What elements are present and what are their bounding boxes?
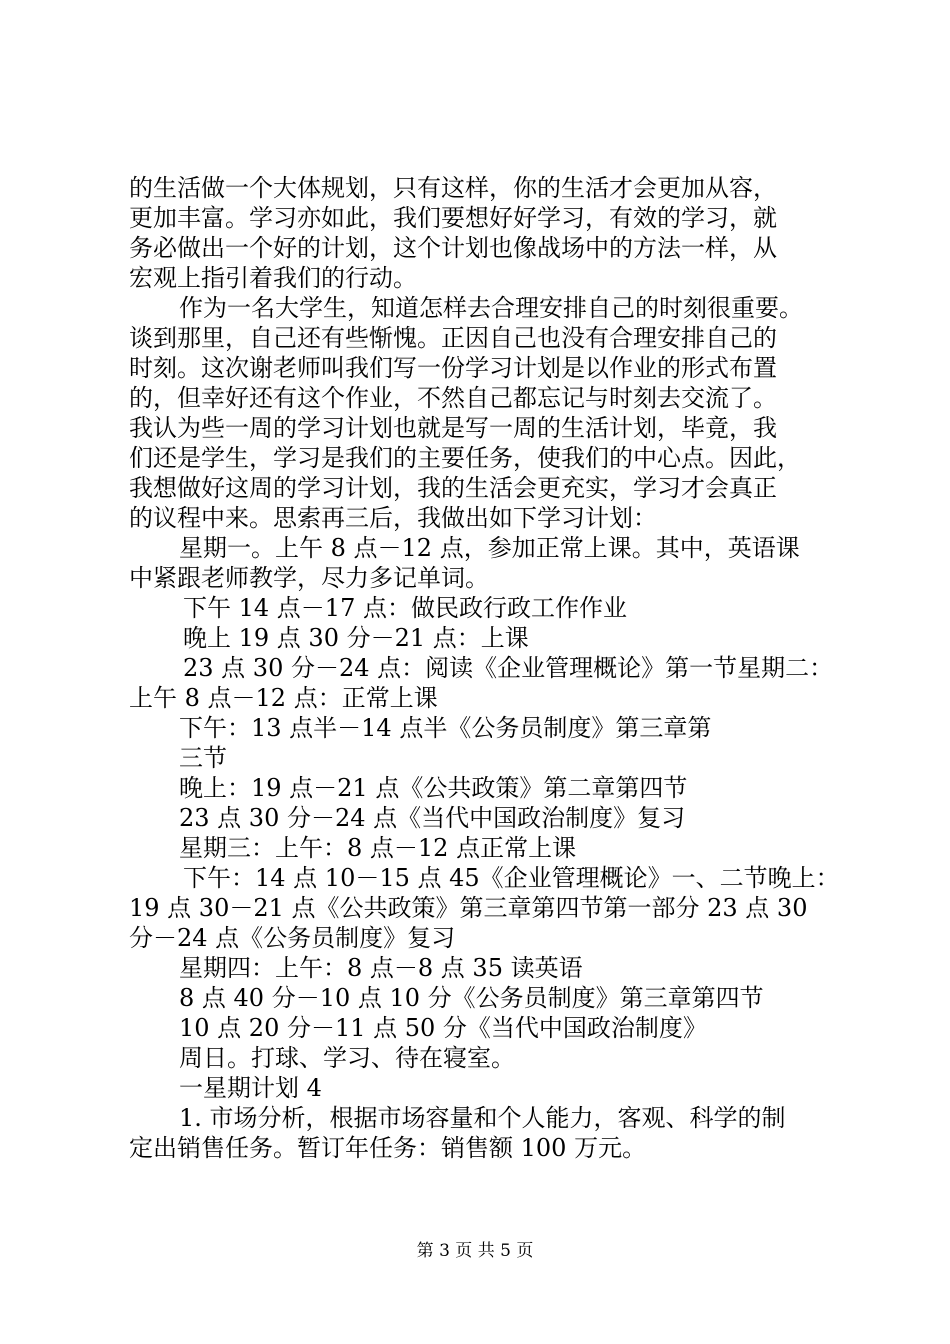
text-line: 晚上 19 点 30 分－21 点：上课 [183,624,529,652]
text-line: 的，但幸好还有这个作业，不然自己都忘记与时刻去交流了。 [129,384,777,412]
text-line: 8 点 40 分－10 点 10 分《公务员制度》第三章第四节 [179,984,764,1012]
text-line: 下午：13 点半－14 点半《公务员制度》第三章第 [179,714,712,742]
text-line: 时刻。这次谢老师叫我们写一份学习计划是以作业的形式布置 [129,354,777,382]
text-line: 星期四：上午：8 点－8 点 35 读英语 [179,954,583,982]
text-line: 下午：14 点 10－15 点 45《企业管理概论》一、二节晚上： [183,864,840,892]
text-line: 星期三：上午：8 点－12 点正常上课 [179,834,577,862]
text-line: 的生活做一个大体规划，只有这样，你的生活才会更加从容， [129,174,777,202]
text-line: 定出销售任务。暂订年任务：销售额 100 万元。 [129,1134,647,1162]
text-line: 务必做出一个好的计划，这个计划也像战场中的方法一样，从 [129,234,777,262]
text-line: 谈到那里，自己还有些惭愧。正因自己也没有合理安排自己的 [129,324,777,352]
text-line: 19 点 30－21 点《公共政策》第三章第四节第一部分 23 点 30 [129,894,808,922]
page-footer: 第 3 页 共 5 页 [416,1241,534,1261]
text-line: 分－24 点《公务员制度》复习 [129,924,456,952]
text-line: 一星期计划 4 [179,1074,322,1102]
text-line: 更加丰富。学习亦如此，我们要想好好学习，有效的学习，就 [129,204,777,232]
text-line: 23 点 30 分－24 点《当代中国政治制度》复习 [179,804,686,832]
text-line: 23 点 30 分－24 点：阅读《企业管理概论》第一节星期二： [183,654,834,682]
text-line: 晚上：19 点－21 点《公共政策》第二章第四节 [179,774,688,802]
text-line: 我认为些一周的学习计划也就是写一周的生活计划，毕竟，我 [129,414,777,442]
text-line: 们还是学生，学习是我们的主要任务，使我们的中心点。因此， [129,444,801,472]
text-line: 宏观上指引着我们的行动。 [129,264,417,292]
text-line: 星期一。上午 8 点－12 点，参加正常上课。其中，英语课 [179,534,800,562]
text-line: 三节 [179,744,227,772]
text-line: 周日。打球、学习、待在寝室。 [179,1044,515,1072]
text-line: 的议程中来。思索再三后，我做出如下学习计划： [129,504,657,532]
text-line: 上午 8 点－12 点：正常上课 [129,684,438,712]
text-line: 下午 14 点－17 点：做民政行政工作作业 [183,594,627,622]
text-line: 作为一名大学生，知道怎样去合理安排自己的时刻很重要。 [179,294,803,322]
text-line: 中紧跟老师教学，尽力多记单词。 [129,564,489,592]
text-line: 我想做好这周的学习计划，我的生活会更充实，学习才会真正 [129,474,777,502]
text-line: 1. 市场分析，根据市场容量和个人能力，客观、科学的制 [179,1104,786,1132]
text-line: 10 点 20 分－11 点 50 分《当代中国政治制度》 [179,1014,707,1042]
